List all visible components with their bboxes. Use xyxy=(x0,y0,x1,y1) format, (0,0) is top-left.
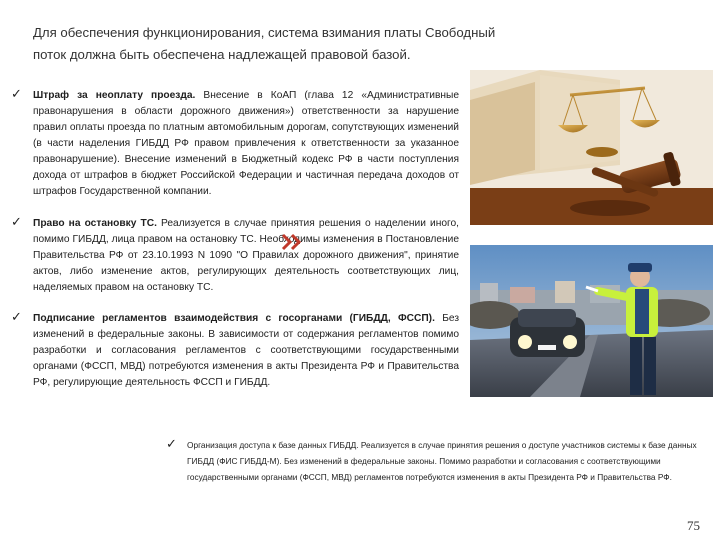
bullet-paragraph-fine xyxy=(33,88,459,200)
bullet-paragraph-regulations xyxy=(33,311,459,391)
bullet-paragraph-database-access xyxy=(187,437,707,485)
bullet-body-fine: Внесение в КоАП (глава 12 «Административные правонарушения в области дорожного движения») ответственности за нарушение правил оплаты проезда по платным автомобильным дорогам, сопутствующих изменений (в части наделения ГИБДД РФ правом привлечения к ответственности за указанное правонарушение). Внесение изменений в Бюджетный кодекс РФ в части поступления дохода от штрафов в бюджет Российской Федерации и частичная передача доходов от штрафов Государственной компании. xyxy=(33,90,459,197)
gavel-scales-photo xyxy=(470,70,713,225)
checkmark-icon: ✓ xyxy=(11,215,22,230)
traffic-police-photo xyxy=(470,245,713,397)
slide-title-line-2: поток должна быть обеспечена надлежащей правовой базой. xyxy=(33,47,411,62)
double-chevron-icon xyxy=(281,233,303,251)
bullet-heading-database-access: Организация доступа к базе данных ГИБДД. xyxy=(187,440,359,450)
bullet-body-database-access: Реализуется в случае принятия решения о доступе участников системы к базе данных ГИБДД (ФИС ГИБДД-М). Без изменений в федеральные законы. Помимо разработки и согласования с соответствующими государственными органами (ФССП, МВД) регламентов потребуются изменения в акты Президента РФ и Правительства РФ. xyxy=(187,440,697,482)
bullet-body-vehicle-stop: Реализуется в случае принятия решения о наделении иного, помимо ГИБДД, лица правом на остановку ТС. Необходимы изменения в Постановление Правительства РФ от 23.10.1993 N 1090 "О Правилах дорожного движения", принятие актов, либо изменение актов, регулирующих деятельность соответствующих лиц, наделяемых правом на остановку ТС. xyxy=(33,218,459,293)
bullet-body-regulations: Без изменений в федеральные законы. В зависимости от содержания регламентов помимо разработки и согласования регламентов с соответствующими государственными органами (ФССП, МВД) потребуются изменения в акты Президента РФ и Правительства РФ, регулирующие деятельность ФССП и ГИБДД. xyxy=(33,313,459,388)
checkmark-icon: ✓ xyxy=(166,437,177,452)
bullet-heading-regulations: Подписание регламентов взаимодействия с госорганами (ГИБДД, ФССП). xyxy=(33,313,435,324)
bullet-paragraph-vehicle-stop xyxy=(33,216,459,296)
bullet-heading-fine: Штраф за неоплату проезда. xyxy=(33,90,196,101)
checkmark-icon: ✓ xyxy=(11,310,22,325)
bullet-heading-vehicle-stop: Право на остановку ТС. xyxy=(33,218,157,229)
slide-title-line-1: Для обеспечения функционирования, система взимания платы Свободный xyxy=(33,25,496,40)
checkmark-icon: ✓ xyxy=(11,87,22,102)
page-number: 75 xyxy=(687,518,700,533)
